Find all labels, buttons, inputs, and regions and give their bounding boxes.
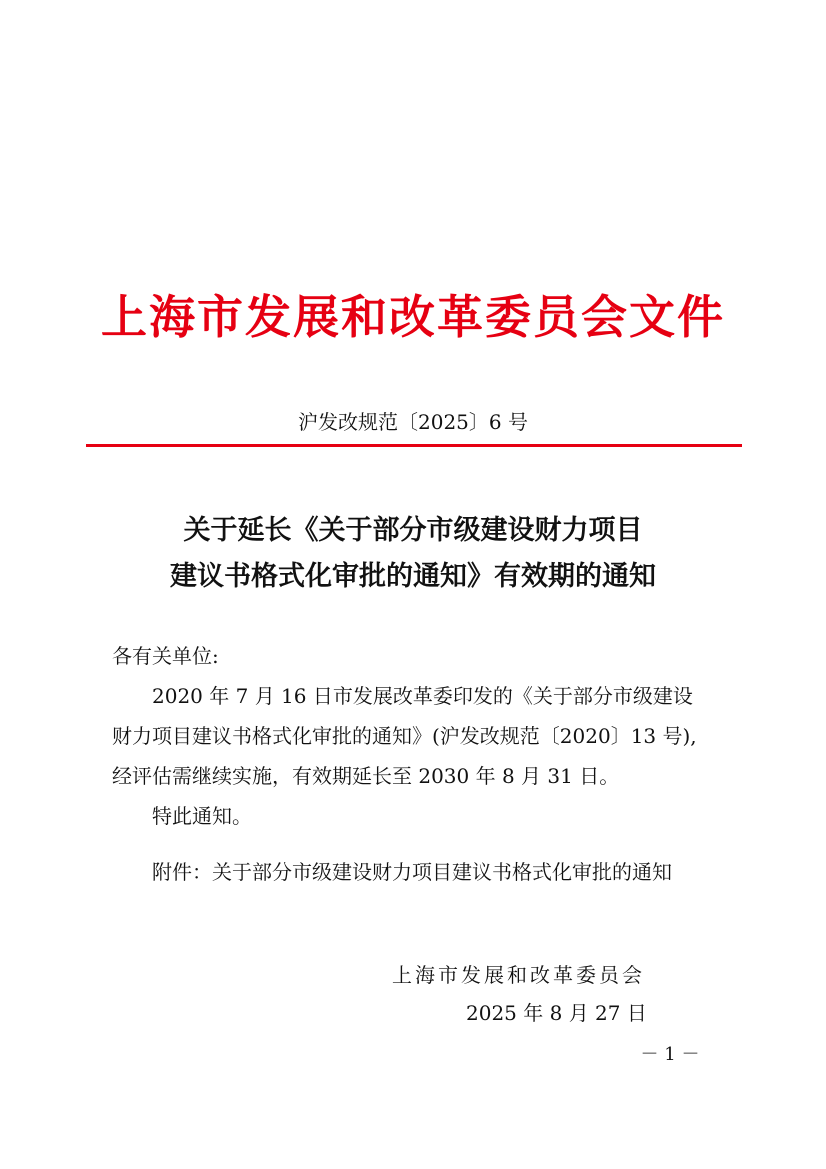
page-number: － 1 － [640,1044,700,1065]
body-paragraph-line-2: 财力项目建议书格式化审批的通知》(沪发改规范〔2020〕13 号), [112,724,697,748]
issuer-signature: 上海市发展和改革委员会 [392,963,645,987]
body-paragraph-line-3: 经评估需继续实施，有效期延长至 2030 年 8 月 31 日。 [112,764,620,788]
red-divider-line [86,444,742,447]
body-paragraph-line-1: 2020 年 7 月 16 日市发展改革委印发的《关于部分市级建设 [152,684,693,708]
notice-title-line-2: 建议书格式化审批的通知》有效期的通知 [170,561,656,592]
salutation: 各有关单位: [112,644,219,668]
notice-title-line-1: 关于延长《关于部分市级建设财力项目 [183,515,643,546]
notice-title [0,508,826,600]
issue-date: 2025 年 8 月 27 日 [466,1001,647,1025]
closing-line: 特此通知。 [152,804,252,828]
attachment-line: 附件：关于部分市级建设财力项目建议书格式化审批的通知 [152,860,672,884]
document-number: 沪发改规范〔2025〕6 号 [298,410,528,434]
document-masthead: 上海市发展和改革委员会文件 [101,290,725,344]
